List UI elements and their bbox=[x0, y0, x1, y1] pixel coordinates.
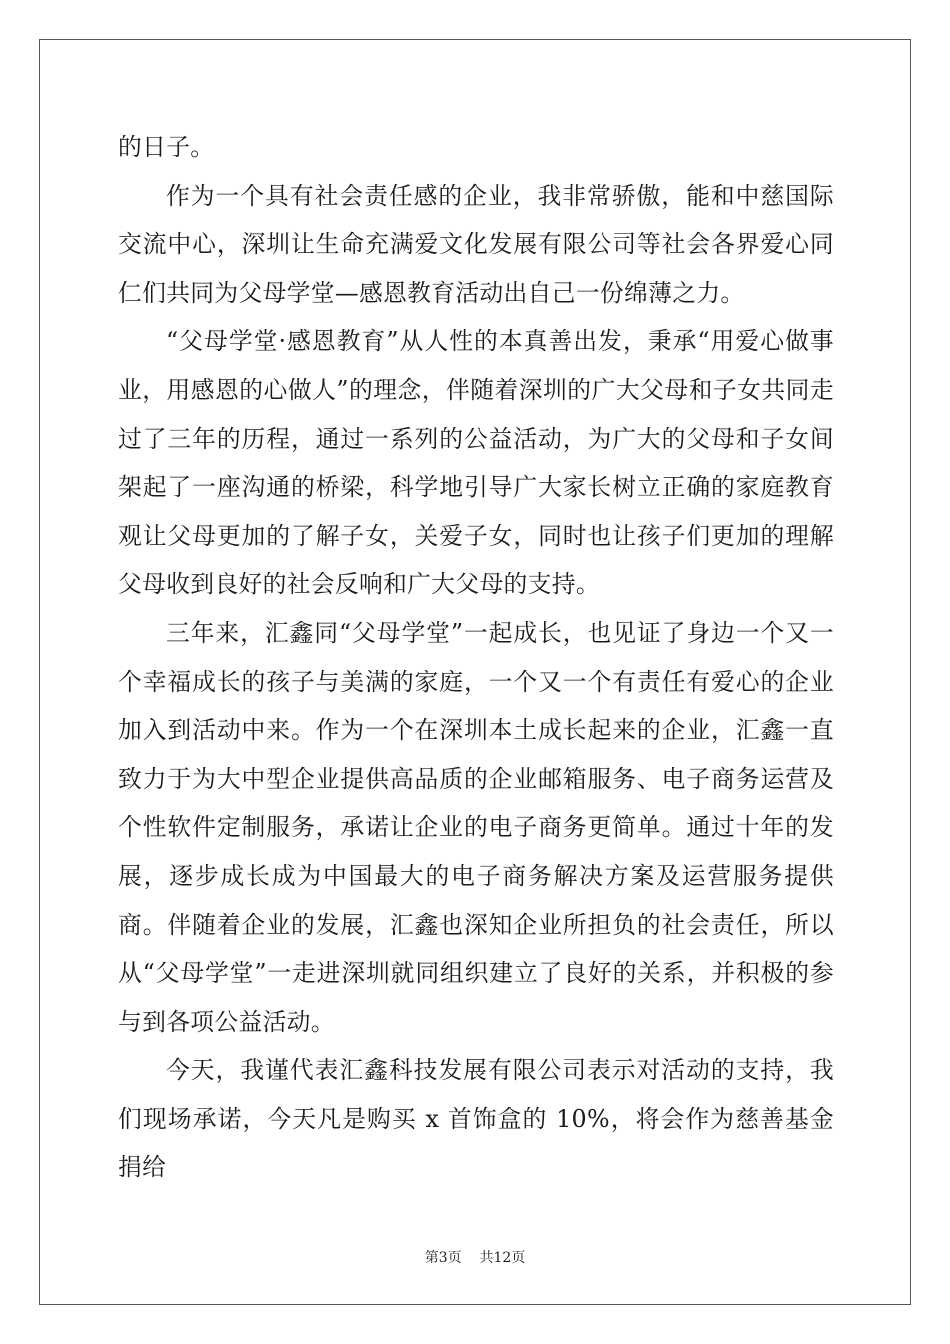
paragraph: 今天，我谨代表汇鑫科技发展有限公司表示对活动的支持，我们现场承诺，今天凡是购买 x 首饰盒的 10%，将会作为慈善基金捐给 bbox=[118, 1056, 834, 1182]
document-body bbox=[118, 123, 834, 1192]
paragraph: 的日子。 bbox=[118, 133, 215, 161]
paragraph: 作为一个具有社会责任感的企业，我非常骄傲，能和中慈国际交流中心，深圳让生命充满爱文化发展有限公司等社会各界爱心同仁们共同为父母学堂—感恩教育活动出自己一份绵薄之力。 bbox=[118, 181, 834, 307]
paragraph: “父母学堂·感恩教育”从人性的本真善出发，秉承“用爱心做事业，用感恩的心做人”的理念，伴随着深圳的广大父母和子女共同走过了三年的历程，通过一系列的公益活动，为广大的父母和子女间架起了一座沟通的桥梁，科学地引导广大家长树立正确的家庭教育观让父母更加的了解子女，关爱子女，同时也让孩子们更加的理解父母收到良好的社会反响和广大父母的支持。 bbox=[118, 327, 834, 599]
paragraph: 三年来，汇鑫同“父母学堂”一起成长，也见证了身边一个又一个幸福成长的孩子与美满的家庭，一个又一个有责任有爱心的企业加入到活动中来。作为一个在深圳本土成长起来的企业，汇鑫一直致力于为大中型企业提供高品质的企业邮箱服务、电子商务运营及个性软件定制服务，承诺让企业的电子商务更简单。通过十年的发展，逐步成长成为中国最大的电子商务解决方案及运营服务提供商。伴随着企业的发展，汇鑫也深知企业所担负的社会责任，所以从“父母学堂”一走进深圳就同组织建立了良好的关系，并积极的参与到各项公益活动。 bbox=[118, 618, 834, 1036]
page-number-footer: 第3页 共12页 bbox=[424, 1250, 526, 1266]
